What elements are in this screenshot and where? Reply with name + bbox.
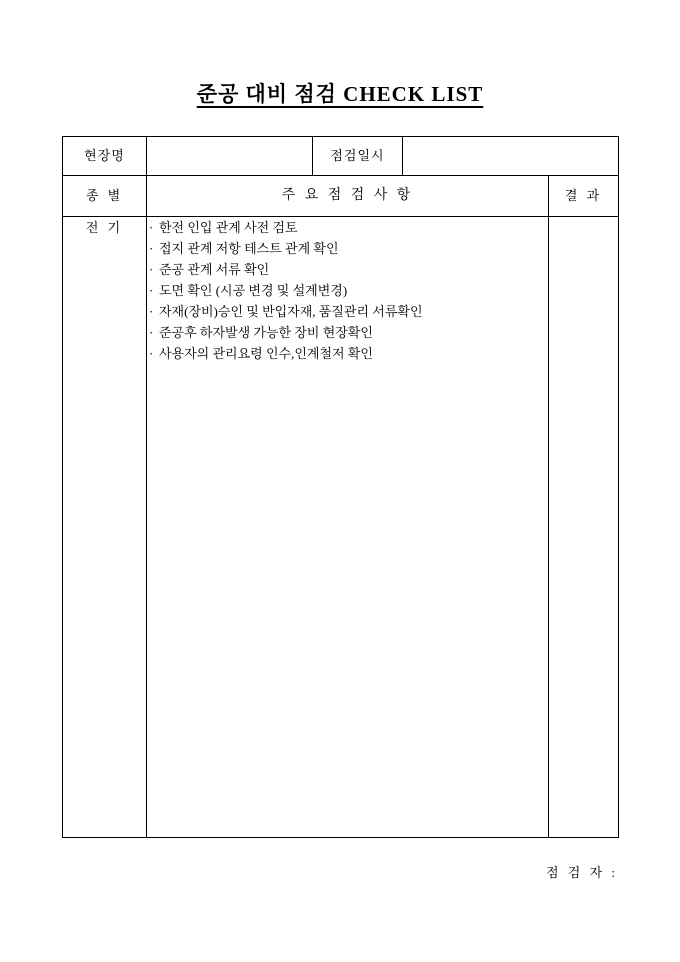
list-item: · 사용자의 관리요령 인수,인계철저 확인 (147, 343, 548, 364)
inspector-label: 점 검 자 : (545, 865, 618, 880)
row-category-electrical: 전 기 (63, 217, 147, 838)
inspection-date-value[interactable] (403, 137, 619, 176)
page-title: 준공 대비 점검 CHECK LIST (196, 82, 484, 106)
row-items-electrical (147, 217, 549, 838)
list-item: · 도면 확인 (시공 변경 및 설계변경) (147, 280, 548, 301)
site-name-value[interactable] (147, 137, 313, 176)
checklist-table (62, 136, 619, 838)
table-row (63, 217, 619, 838)
list-item: · 준공후 하자발생 가능한 장비 현장확인 (147, 322, 548, 343)
inspection-date-label: 점검일시 (313, 137, 403, 176)
list-item: · 자재(장비)승인 및 반입자재, 품질관리 서류확인 (147, 301, 548, 322)
site-name-label: 현장명 (63, 137, 147, 176)
row-result-electrical[interactable] (549, 217, 619, 838)
list-item: · 준공 관계 서류 확인 (147, 259, 548, 280)
column-header-result: 결 과 (549, 176, 619, 217)
column-header-category: 종 별 (63, 176, 147, 217)
list-item: · 접지 관계 저항 테스트 관계 확인 (147, 238, 548, 259)
list-item: · 한전 인입 관계 사전 검토 (147, 217, 548, 238)
column-header-main-items: 주 요 점 검 사 항 (147, 176, 549, 217)
checklist-item-list (147, 217, 548, 364)
table-row-column-headers (63, 176, 619, 217)
table-row-header-fields (63, 137, 619, 176)
